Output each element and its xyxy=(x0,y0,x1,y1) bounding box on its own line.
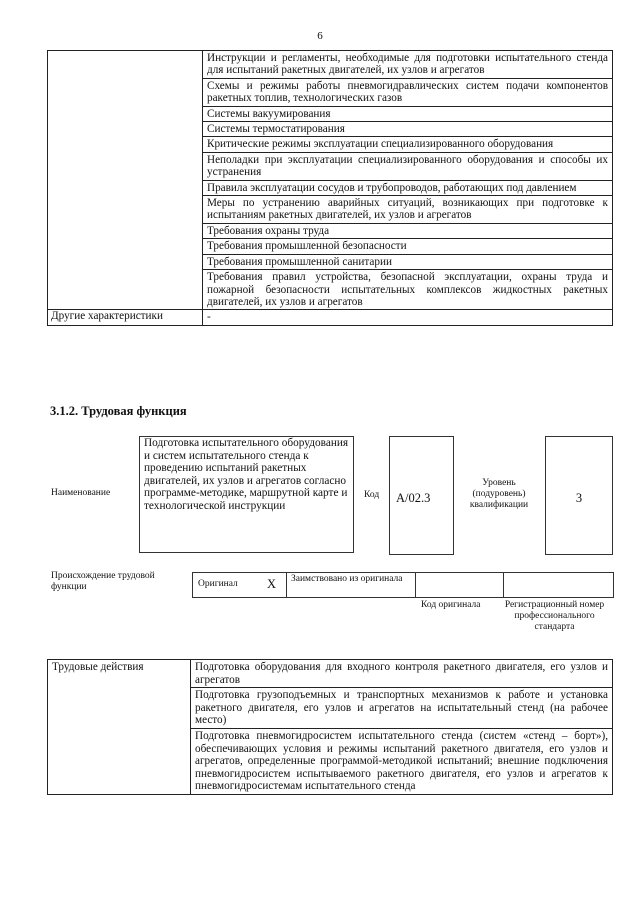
origin-row xyxy=(192,572,614,598)
borrowed-label: Заимствовано из оригинала xyxy=(291,574,403,584)
table-cell: Требования промышленной санитарии xyxy=(203,254,613,269)
table-cell: Инструкции и регламенты, необходимые для подготовки испытательного стенда для испытаний ракетных двигателей, их узлов и агрегатов xyxy=(203,51,613,79)
actions-label: Трудовые действия xyxy=(48,660,191,795)
table-cell: Системы термостатирования xyxy=(203,122,613,137)
code-box xyxy=(389,436,454,555)
reg-number-label: Регистрационный номер профессионального стандарта xyxy=(504,600,605,632)
code-original-label: Код оригинала xyxy=(421,600,481,610)
table-cell: Критические режимы эксплуатации специализированного оборудования xyxy=(203,137,613,152)
name-label: Наименование xyxy=(51,488,111,498)
table-row xyxy=(48,310,613,325)
function-name-box: Подготовка испытательного оборудования и систем испытательного стенда к проведению испытаний ракетных двигателей, их узлов и агрегатов согласно программе-методике, маршрутной карте и технологической инструкции xyxy=(139,436,354,553)
level-label: Уровень (подуровень) квалификации xyxy=(469,478,529,510)
table-cell: Подготовка грузоподъемных и транспортных механизмов к работе и установка ракетного двигателя, его узлов и агрегатов на испытательный стенд (на рабочее место) xyxy=(191,688,613,729)
requirements-table xyxy=(47,50,613,326)
table-cell: Подготовка пневмогидросистем испытательного стенда (систем «стенд – борт»), обеспечивающих условия и режимы испытаний ракетного двигателя, его узлов и агрегатов, определенные программой-методикой испытаний; внешние подключения пневмогидросистем испытываемого ракетного двигателя, его узлов и агрегатов к пневмогидросистемам испытательного стенда xyxy=(191,728,613,794)
table-cell: Требования охраны труда xyxy=(203,223,613,238)
table-cell: Неполадки при эксплуатации специализированного оборудования и способы их устранения xyxy=(203,152,613,180)
section-title: 3.1.2. Трудовая функция xyxy=(50,404,187,418)
page-number: 6 xyxy=(317,30,323,42)
code-original-cell xyxy=(415,573,504,597)
level-value: 3 xyxy=(575,491,583,505)
level-box xyxy=(545,436,613,555)
code-value: А/02.3 xyxy=(396,491,431,505)
table-cell: Схемы и режимы работы пневмогидравлических систем подачи компонентов ракетных топлив, технологических газов xyxy=(203,78,613,106)
table-cell: Системы вакуумирования xyxy=(203,106,613,121)
other-characteristics-value: - xyxy=(203,310,613,325)
table-cell: Требования правил устройства, безопасной эксплуатации, охраны труда и пожарной безопасности испытательных комплексов жидкостных ракетных двигателей, их узлов и агрегатов xyxy=(203,270,613,310)
table-label-cell xyxy=(48,51,203,310)
original-mark: X xyxy=(267,577,277,591)
origin-label: Происхождение трудовой функции xyxy=(51,571,155,592)
table-row xyxy=(48,51,613,79)
actions-table xyxy=(47,659,613,795)
table-row xyxy=(48,660,613,688)
code-label: Код xyxy=(364,490,380,500)
table-cell: Правила эксплуатации сосудов и трубопроводов, работающих под давлением xyxy=(203,180,613,195)
borrowed-cell xyxy=(286,573,416,597)
table-cell: Требования промышленной безопасности xyxy=(203,239,613,254)
original-label: Оригинал xyxy=(198,579,238,589)
other-characteristics-label: Другие характеристики xyxy=(48,310,203,325)
table-cell: Подготовка оборудования для входного контроля ракетного двигателя, его узлов и агрегатов xyxy=(191,660,613,688)
table-cell: Меры по устранению аварийных ситуаций, возникающих при подготовке к испытаниям ракетных двигателей, их узлов и агрегатов xyxy=(203,196,613,224)
reg-number-cell xyxy=(503,573,614,597)
